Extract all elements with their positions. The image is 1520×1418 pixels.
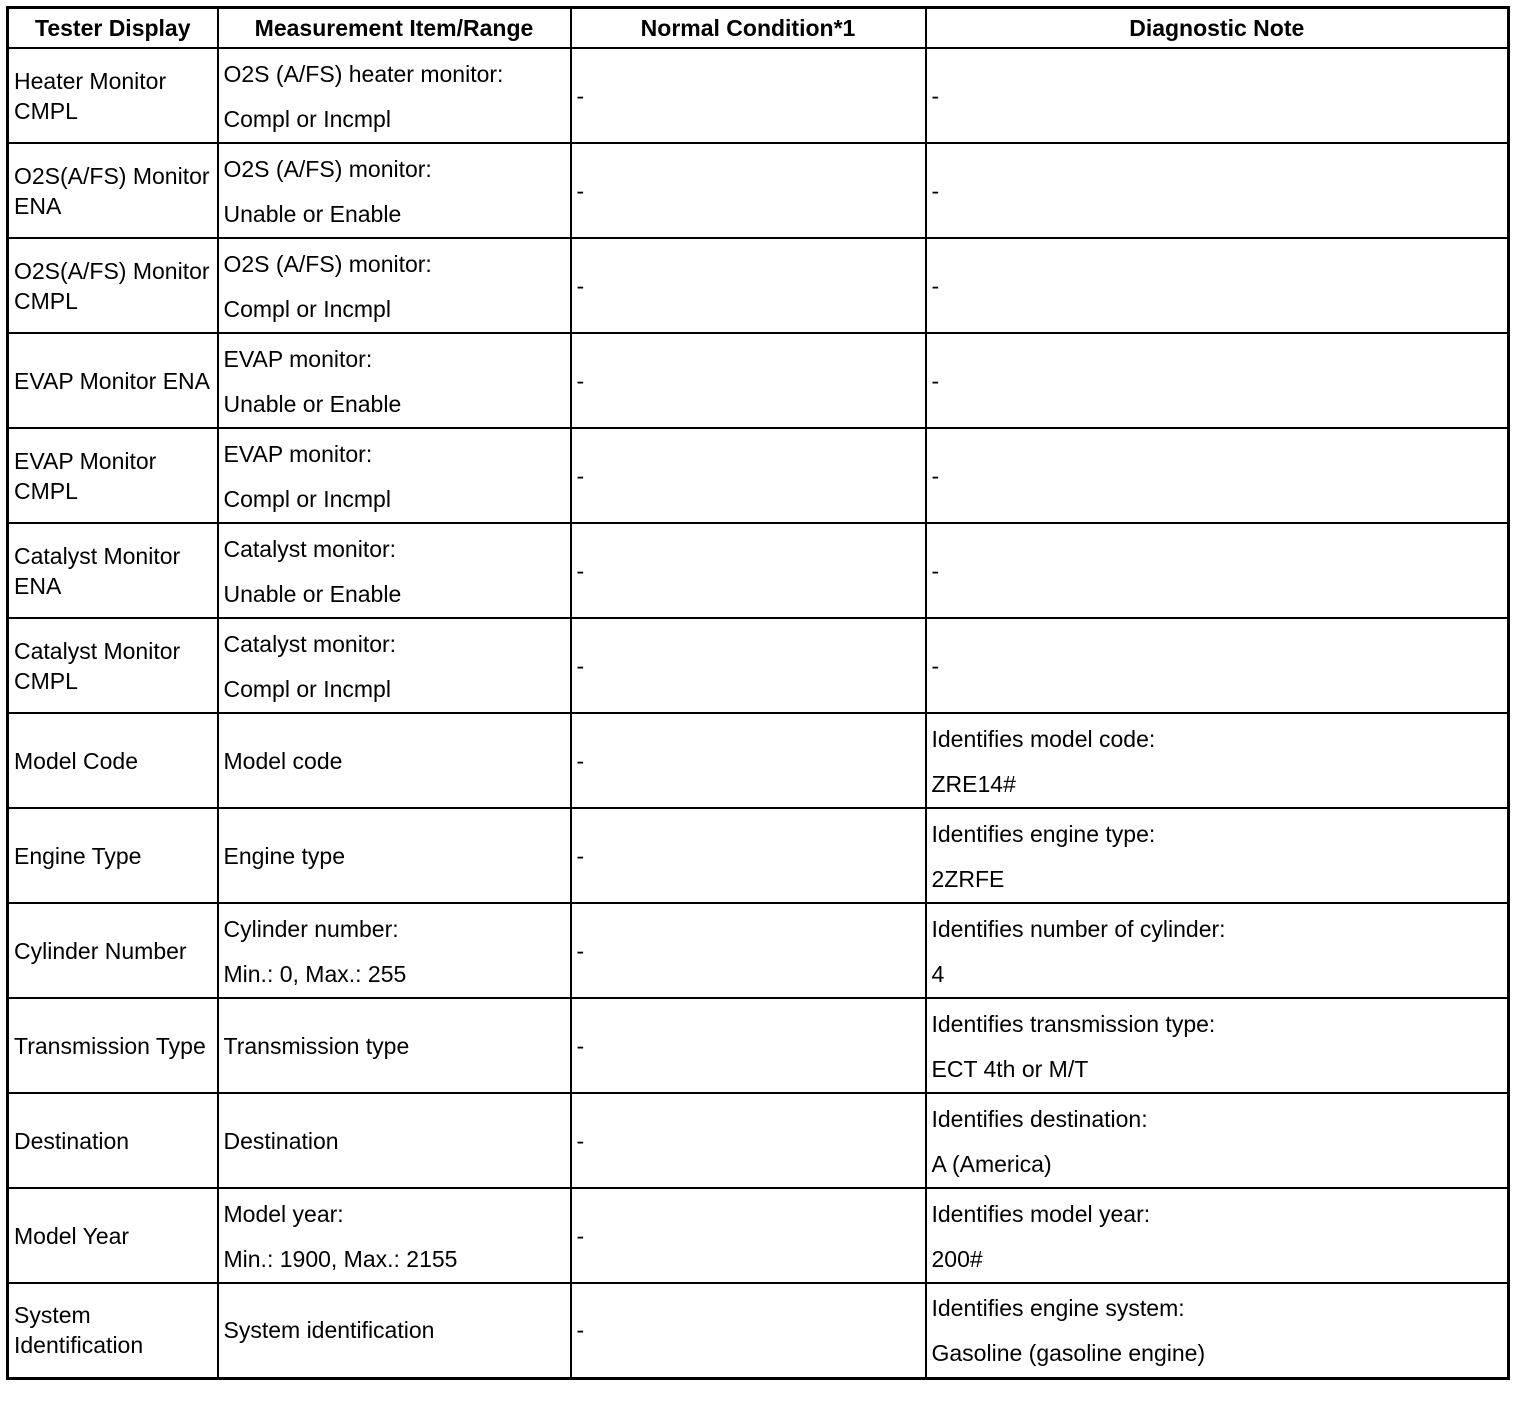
diagnostic-note-label: Identifies number of cylinder:: [931, 915, 1226, 942]
table-row: [8, 618, 1509, 713]
measurement-item-label: Transmission type: [223, 1032, 410, 1059]
diagnostic-note-text: -: [931, 177, 940, 204]
measurement-item-label: O2S (A/FS) monitor:: [223, 250, 432, 277]
measurement-item-label: Catalyst monitor:: [223, 630, 397, 657]
table-row: [8, 48, 1509, 143]
diagnostic-note-value: ZRE14#: [931, 770, 1016, 797]
normal-condition-cell: [571, 238, 926, 333]
measurement-item-range: Compl or Incmpl: [223, 105, 391, 132]
diagnostic-note-text: -: [931, 652, 940, 679]
diagnostic-note-value: 200#: [931, 1245, 983, 1272]
tester-display-cell: [8, 333, 218, 428]
normal-condition-cell: [571, 143, 926, 238]
diagnostic-note-value: Gasoline (gasoline engine): [931, 1340, 1206, 1367]
table-row: [8, 713, 1509, 808]
diagnostic-note-value: A (America): [931, 1150, 1052, 1177]
normal-condition-cell: [571, 333, 926, 428]
normal-condition-cell: [571, 903, 926, 998]
diagnostic-note-cell: [926, 143, 1509, 238]
measurement-item-cell: [218, 1283, 571, 1378]
header-row: [8, 8, 1509, 49]
diagnostic-note-label: Identifies model code:: [931, 725, 1156, 752]
normal-condition-text: -: [576, 177, 585, 204]
normal-condition-cell: [571, 1188, 926, 1283]
tester-display-cell: [8, 618, 218, 713]
tester-display-text: Destination: [14, 1127, 130, 1154]
measurement-item-cell: [218, 713, 571, 808]
diagnostic-note-cell: [926, 808, 1509, 903]
measurement-item-range: Unable or Enable: [223, 390, 402, 417]
tester-data-table: [6, 6, 1510, 1380]
normal-condition-cell: [571, 523, 926, 618]
tester-display-text: Heater Monitor CMPL: [14, 67, 167, 124]
tester-display-text: Model Year: [14, 1222, 130, 1249]
tester-display-cell: [8, 1093, 218, 1188]
measurement-item-label: EVAP monitor:: [223, 345, 373, 372]
diagnostic-note-label: Identifies engine type:: [931, 820, 1156, 847]
diagnostic-note-label: Identifies destination:: [931, 1105, 1148, 1132]
normal-condition-text: -: [576, 557, 585, 584]
measurement-item-cell: [218, 523, 571, 618]
diagnostic-note-value: 4: [931, 960, 945, 987]
normal-condition-text: -: [576, 1127, 585, 1154]
measurement-item-cell: [218, 333, 571, 428]
measurement-item-label: O2S (A/FS) monitor:: [223, 155, 432, 182]
diagnostic-note-text: -: [931, 82, 940, 109]
diagnostic-note-cell: [926, 618, 1509, 713]
measurement-item-range: Compl or Incmpl: [223, 675, 391, 702]
diagnostic-note-cell: [926, 1188, 1509, 1283]
tester-display-cell: [8, 713, 218, 808]
diagnostic-note-cell: [926, 998, 1509, 1093]
normal-condition-cell: [571, 618, 926, 713]
diagnostic-note-text: -: [931, 367, 940, 394]
measurement-item-label: O2S (A/FS) heater monitor:: [223, 60, 504, 87]
normal-condition-text: -: [576, 272, 585, 299]
normal-condition-text: -: [576, 1317, 585, 1344]
measurement-item-range: Compl or Incmpl: [223, 295, 391, 322]
normal-condition-text: -: [576, 82, 585, 109]
measurement-item-label: Model code: [223, 747, 343, 774]
normal-condition-text: -: [576, 1222, 585, 1249]
header-tester-display: Tester Display: [8, 8, 218, 49]
tester-display-text: Catalyst Monitor CMPL: [14, 637, 181, 694]
diagnostic-note-cell: [926, 1093, 1509, 1188]
normal-condition-cell: [571, 1093, 926, 1188]
tester-display-cell: [8, 903, 218, 998]
measurement-item-range: Compl or Incmpl: [223, 485, 391, 512]
normal-condition-cell: [571, 1283, 926, 1378]
diagnostic-note-text: -: [931, 557, 940, 584]
header-measurement-item: Measurement Item/Range: [218, 8, 571, 49]
tester-display-text: O2S(A/FS) Monitor ENA: [14, 162, 210, 219]
normal-condition-text: -: [576, 1032, 585, 1059]
normal-condition-text: -: [576, 367, 585, 394]
table-row: [8, 903, 1509, 998]
diagnostic-note-text: -: [931, 272, 940, 299]
measurement-item-cell: [218, 903, 571, 998]
measurement-item-label: System identification: [223, 1317, 435, 1344]
table-row: [8, 808, 1509, 903]
measurement-item-cell: [218, 1188, 571, 1283]
tester-display-text: Transmission Type: [14, 1032, 206, 1059]
table-body: [8, 48, 1509, 1378]
diagnostic-note-label: Identifies model year:: [931, 1200, 1151, 1227]
measurement-item-label: Cylinder number:: [223, 915, 399, 942]
tester-display-text: Model Code: [14, 747, 139, 774]
measurement-item-cell: [218, 808, 571, 903]
header-normal-condition: Normal Condition*1: [571, 8, 926, 49]
measurement-item-cell: [218, 48, 571, 143]
diagnostic-note-cell: [926, 1283, 1509, 1378]
tester-display-text: EVAP Monitor ENA: [14, 367, 211, 394]
measurement-item-range: Min.: 1900, Max.: 2155: [223, 1245, 458, 1272]
tester-display-cell: [8, 1283, 218, 1378]
diagnostic-note-value: 2ZRFE: [931, 865, 1005, 892]
diagnostic-note-label: Identifies engine system:: [931, 1295, 1185, 1322]
diagnostic-note-cell: [926, 523, 1509, 618]
tester-display-text: O2S(A/FS) Monitor CMPL: [14, 257, 210, 314]
measurement-item-cell: [218, 143, 571, 238]
header-diagnostic-note: Diagnostic Note: [926, 8, 1509, 49]
normal-condition-text: -: [576, 462, 585, 489]
normal-condition-cell: [571, 713, 926, 808]
diagnostic-note-cell: [926, 903, 1509, 998]
tester-display-text: EVAP Monitor CMPL: [14, 447, 157, 504]
normal-condition-text: -: [576, 937, 585, 964]
tester-display-text: Engine Type: [14, 842, 142, 869]
measurement-item-label: EVAP monitor:: [223, 440, 373, 467]
measurement-item-cell: [218, 238, 571, 333]
measurement-item-label: Engine type: [223, 842, 345, 869]
table-row: [8, 1283, 1509, 1378]
tester-display-cell: [8, 143, 218, 238]
diagnostic-note-cell: [926, 238, 1509, 333]
diagnostic-note-value: ECT 4th or M/T: [931, 1055, 1089, 1082]
normal-condition-cell: [571, 428, 926, 523]
tester-display-cell: [8, 998, 218, 1093]
normal-condition-text: -: [576, 842, 585, 869]
diagnostic-note-cell: [926, 428, 1509, 523]
diagnostic-note-cell: [926, 713, 1509, 808]
measurement-item-label: Catalyst monitor:: [223, 535, 397, 562]
normal-condition-text: -: [576, 652, 585, 679]
measurement-item-cell: [218, 428, 571, 523]
tester-display-text: Cylinder Number: [14, 937, 187, 964]
table-row: [8, 238, 1509, 333]
table-row: [8, 428, 1509, 523]
normal-condition-cell: [571, 998, 926, 1093]
tester-display-cell: [8, 48, 218, 143]
tester-display-text: Catalyst Monitor ENA: [14, 542, 181, 599]
measurement-item-range: Unable or Enable: [223, 200, 402, 227]
diagnostic-note-cell: [926, 48, 1509, 143]
table-row: [8, 333, 1509, 428]
normal-condition-cell: [571, 48, 926, 143]
diagnostic-note-text: -: [931, 462, 940, 489]
table-row: [8, 523, 1509, 618]
measurement-item-label: Destination: [223, 1127, 339, 1154]
table-row: [8, 1093, 1509, 1188]
measurement-item-range: Min.: 0, Max.: 255: [223, 960, 407, 987]
tester-display-text: System Identification: [14, 1302, 144, 1359]
measurement-item-label: Model year:: [223, 1200, 344, 1227]
tester-display-cell: [8, 808, 218, 903]
measurement-item-range: Unable or Enable: [223, 580, 402, 607]
table-row: [8, 1188, 1509, 1283]
measurement-item-cell: [218, 618, 571, 713]
normal-condition-text: -: [576, 747, 585, 774]
table-row: [8, 143, 1509, 238]
diagnostic-note-cell: [926, 333, 1509, 428]
table-header: [8, 8, 1509, 49]
tester-display-cell: [8, 1188, 218, 1283]
diagnostic-note-label: Identifies transmission type:: [931, 1010, 1216, 1037]
tester-display-cell: [8, 238, 218, 333]
measurement-item-cell: [218, 998, 571, 1093]
measurement-item-cell: [218, 1093, 571, 1188]
tester-display-cell: [8, 428, 218, 523]
tester-display-cell: [8, 523, 218, 618]
normal-condition-cell: [571, 808, 926, 903]
table-row: [8, 998, 1509, 1093]
